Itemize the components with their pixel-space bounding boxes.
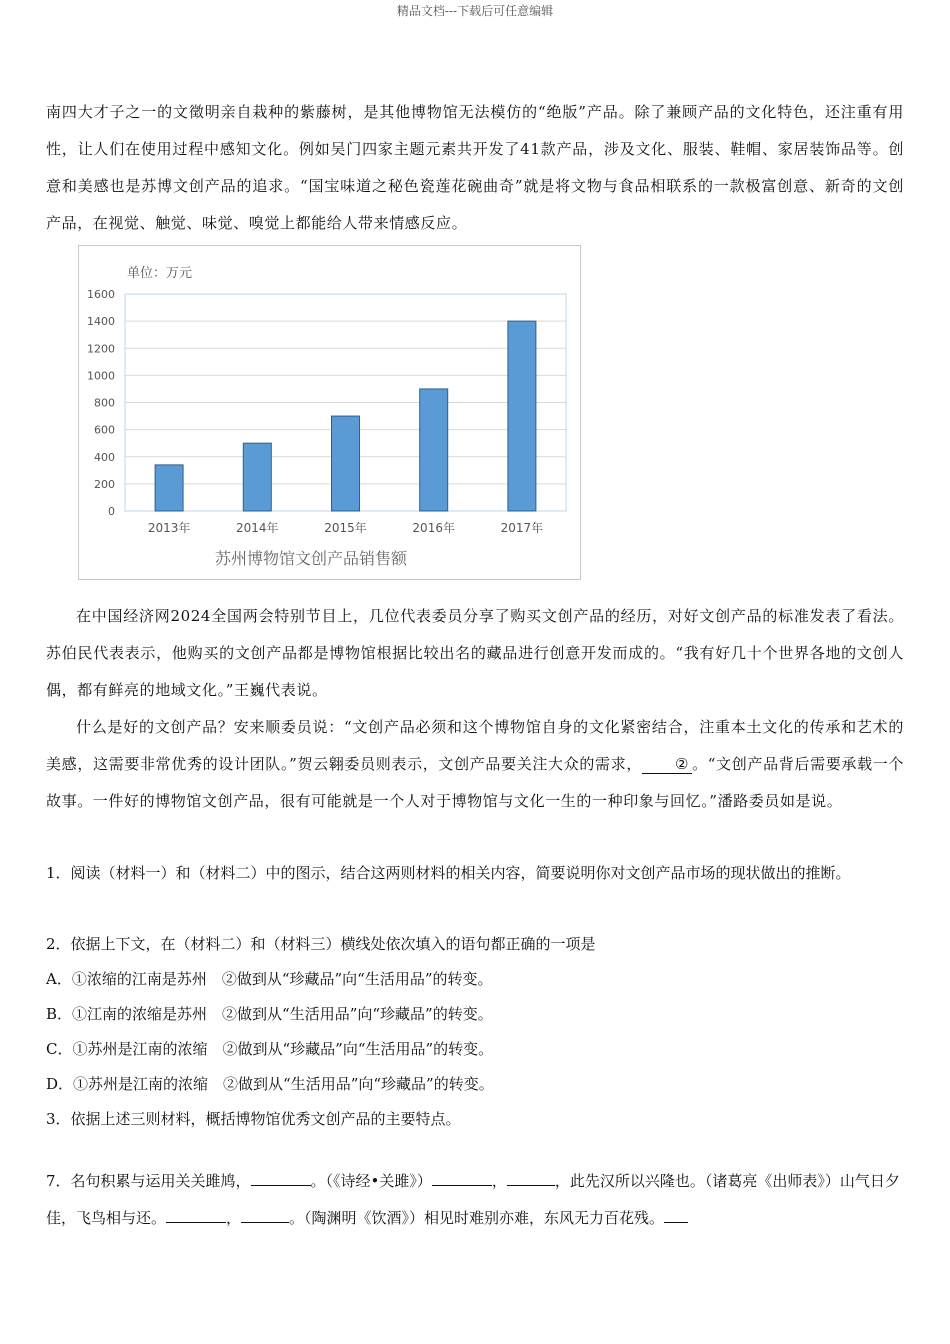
question-2: 2．依据上下文，在（材料二）和（材料三）横线处依次填入的语句都正确的一项是 [46, 935, 596, 953]
y-tick-label: 1000 [87, 369, 115, 383]
question-3: 3．依据上述三则材料，概括博物馆优秀文创产品的主要特点。 [46, 1110, 461, 1128]
x-tick-label: 2015年 [324, 521, 367, 535]
q7-text-d: ，此先汉所以兴隆也。（诸葛亮《出师表》）山气日夕佳，飞鸟相与还。 [46, 1172, 900, 1227]
y-tick-label: 1400 [87, 315, 115, 329]
option-c: C．①苏州是江南的浓缩 ②做到从“珍藏品”向“生活用品”的转变。 [46, 1040, 494, 1058]
question-1: 1．阅读（材料一）和（材料二）中的图示，结合这两则材料的相关内容，简要说明你对文创产品市场的现状做出的推断。 [46, 864, 851, 882]
bar [243, 443, 271, 511]
paragraph-committee-views [46, 709, 904, 820]
bar [508, 321, 536, 511]
x-tick-label: 2016年 [412, 521, 455, 535]
question-7 [46, 1163, 904, 1237]
x-tick-label: 2014年 [236, 521, 279, 535]
y-tick-label: 200 [94, 477, 115, 491]
sales-bar-chart [78, 245, 581, 580]
option-d: D．①苏州是江南的浓缩 ②做到从“生活用品”向“珍藏品”的转变。 [46, 1075, 494, 1093]
option-a: A．①浓缩的江南是苏州 ②做到从“珍藏品”向“生活用品”的转变。 [46, 970, 493, 988]
para3-text-before: 什么是好的文创产品？安来顺委员说：“文创产品必须和这个博物馆自身的文化紧密结合，注重本土文化的传承和艺术的美感，这需要非常优秀的设计团队。”贺云翱委员则表示，文创产品要关注大众的需求， [46, 718, 904, 773]
page-header: 精品文档---下载后可任意编辑 [396, 4, 554, 18]
chart-unit-label: 单位：万元 [127, 266, 193, 281]
y-tick-label: 0 [108, 505, 115, 518]
y-tick-label: 400 [94, 450, 115, 464]
q7-text-e: ， [226, 1209, 242, 1227]
y-tick-label: 1200 [87, 342, 115, 356]
q7-blank-6 [664, 1204, 688, 1223]
q7-blank-2 [432, 1167, 492, 1186]
q7-text-c: ， [491, 1172, 507, 1190]
bar [155, 465, 183, 511]
chart-title: 苏州博物馆文创产品销售额 [214, 549, 408, 568]
q7-text-a: 7．名句积累与运用关关雎鸠， [46, 1172, 251, 1190]
y-tick-label: 1600 [87, 288, 115, 301]
q7-blank-4 [166, 1204, 226, 1223]
para3-text-after: 。“文创产品背后需要承载一个故事。一件好的博物馆文创产品，很有可能就是一个人对于博物馆与文化一生的一种印象与回忆。”潘路委员如是说。 [46, 755, 905, 810]
q7-blank-3 [507, 1167, 555, 1186]
chart-svg [79, 246, 582, 581]
q7-text-b: 。（《诗经•关雎》） [310, 1172, 432, 1190]
option-b: B．①江南的浓缩是苏州 ②做到从“生活用品”向“珍藏品”的转变。 [46, 1005, 493, 1023]
bar [420, 389, 448, 511]
x-tick-label: 2013年 [147, 521, 191, 535]
q7-text-f: 。（陶渊明《饮酒》）相见时难别亦难，东风无力百花残。 [289, 1209, 665, 1227]
q7-blank-1 [251, 1167, 311, 1186]
q7-blank-5 [241, 1204, 289, 1223]
paragraph-two-sessions: 在中国经济网2024全国两会特别节目上，几位代表委员分享了购买文创产品的经历，对好文创产品的标准发表了看法。苏伯民代表表示，他购买的文创产品都是博物馆根据比较出名的藏品进行创意开发而成的。“我有好几十个世界各地的文创人偶，都有鲜亮的地域文化。”王巍代表说。 [46, 607, 904, 699]
bar [332, 416, 360, 511]
fill-blank-2: ② [642, 755, 692, 774]
y-tick-label: 600 [94, 423, 115, 437]
paragraph-suzhou-museum: 南四大才子之一的文徵明亲自栽种的紫藤树，是其他博物馆无法模仿的“绝版”产品。除了兼顾产品的文化特色，还注重有用性，让人们在使用过程中感知文化。例如吴门四家主题元素共开发了41款产品，涉及文化、服装、鞋帽、家居装饰品等。创意和美感也是苏博文创产品的追求。“国宝味道之秘色瓷莲花碗曲奇”就是将文物与食品相联系的一款极富创意、新奇的文创产品，在视觉、触觉、味觉、嗅觉上都能给人带来情感反应。 [46, 103, 904, 232]
y-tick-label: 800 [94, 396, 115, 410]
x-tick-label: 2017年 [500, 521, 544, 535]
